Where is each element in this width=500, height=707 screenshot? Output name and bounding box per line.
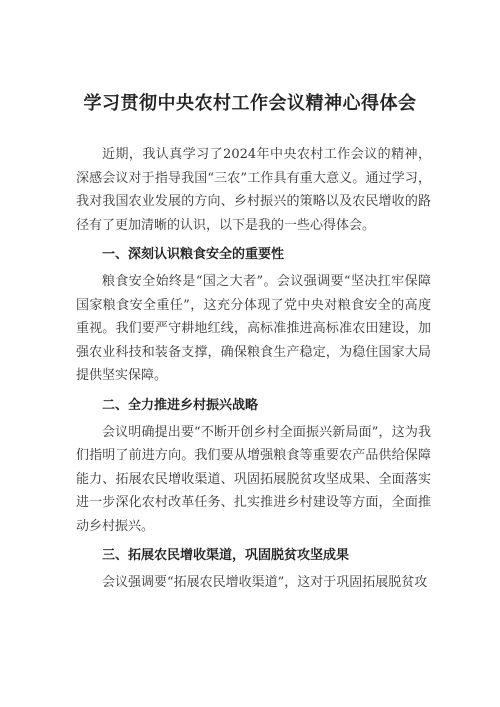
section-body-3: 会议强调要“拓展农民增收渠道”，这对于巩固拓展脱贫攻 xyxy=(102,575,428,590)
section-heading-1: 一、深刻认识粮食安全的重要性 xyxy=(102,247,285,262)
section-body-1: 粮食安全始终是“国之大者”。会议强调要“坚决扛牢保障国家粮食安全重任”，这充分体现了党中央对粮食安全的高度重视。我们要严守耕地红线，高标准推进高标准农田建设，加强农业科技和装备支撑，确保粮食生产稳定，为稳住国家大局提供坚实保障。 xyxy=(76,274,431,383)
section-heading-3: 三、拓展农民增收渠道，巩固脱贫攻坚成果 xyxy=(102,548,350,563)
section-heading-2: 二、全力推进乡村振兴战略 xyxy=(102,397,259,413)
document-body xyxy=(76,143,431,595)
document-title: 学习贯彻中央农村工作会议精神心得体会 xyxy=(83,93,417,114)
section-body-2: 会议明确提出要“不断开创乡村全面振兴新局面”，这为我们指明了前进方向。我们要从增强粮食等重要农产品供给保障能力、拓展农民增收渠道、巩固拓展脱贫攻坚成果、全面落实进一步深化农村改革任务、扎实推进乡村建设等方面，全面推动乡村振兴。 xyxy=(76,424,431,534)
intro-paragraph: 近期，我认真学习了2024年中央农村工作会议的精神，深感会议对于指导我国“三农”工作具有重大意义。通过学习，我对我国农业发展的方向、乡村振兴的策略以及农民增收的路径有了更加清晰的认识，以下是我的一些心得体会。 xyxy=(76,147,431,233)
